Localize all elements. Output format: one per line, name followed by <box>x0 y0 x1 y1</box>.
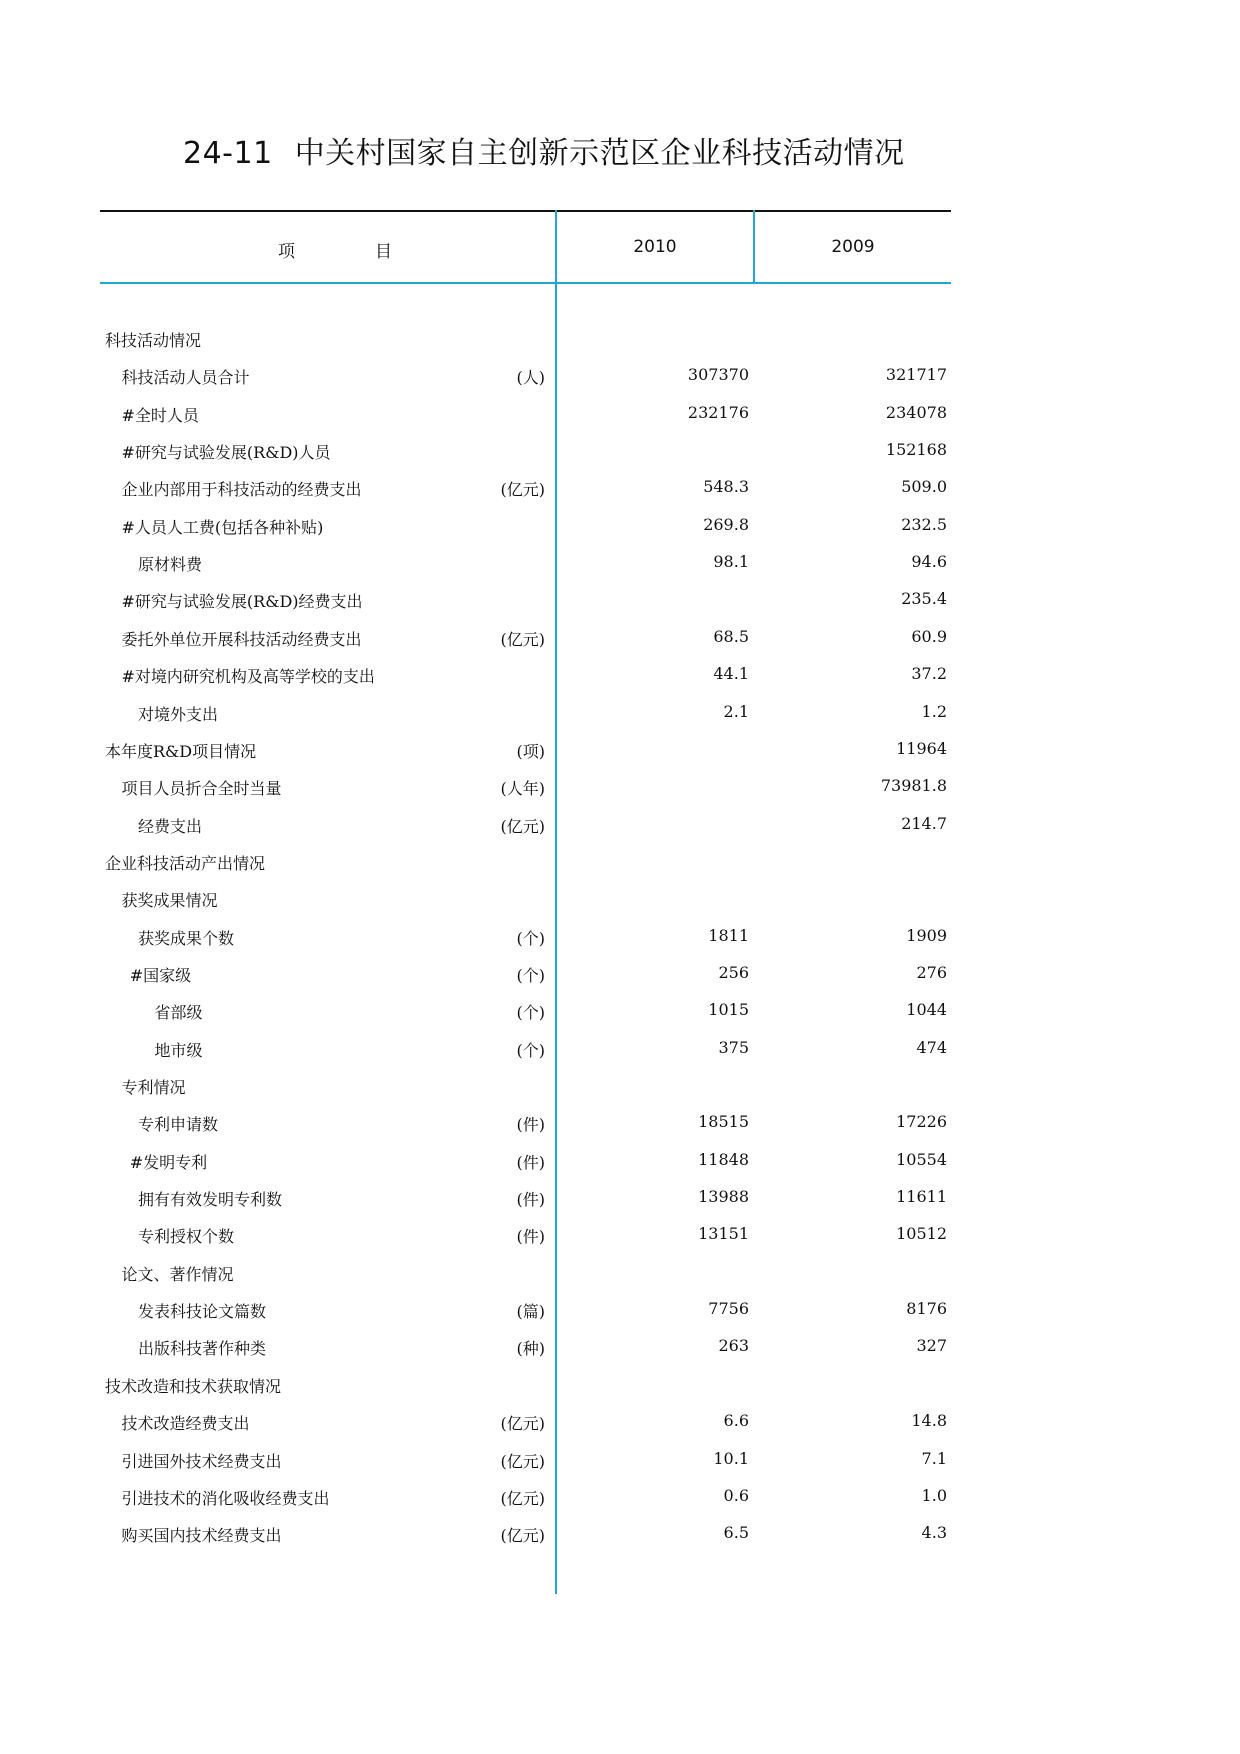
value-2010: 6.5 <box>723 1523 749 1543</box>
row-unit: (亿元) <box>500 816 545 836</box>
value-2009: 4.3 <box>921 1523 947 1543</box>
row-unit: (人) <box>516 368 545 388</box>
table-row <box>0 515 1240 551</box>
row-label: 获奖成果个数 <box>138 928 235 948</box>
table-row <box>0 1262 1240 1298</box>
value-2009: 321717 <box>885 365 947 385</box>
row-label: 企业内部用于科技活动的经费支出 <box>121 480 362 500</box>
row-unit: (件) <box>516 1115 545 1135</box>
row-label: #全时人员 <box>121 405 199 425</box>
row-unit: (件) <box>516 1190 545 1210</box>
table-row <box>0 403 1240 439</box>
row-label: 专利授权个数 <box>138 1227 235 1247</box>
row-label: 专利申请数 <box>138 1115 219 1135</box>
table-row <box>0 1523 1240 1559</box>
row-unit: (篇) <box>516 1302 545 1322</box>
row-label: 本年度R&D项目情况 <box>105 741 257 761</box>
row-label: 项目人员折合全时当量 <box>121 779 282 799</box>
row-label: 拥有有效发明专利数 <box>138 1190 283 1210</box>
row-label: 地市级 <box>154 1040 203 1060</box>
row-label: 委托外单位开展科技活动经费支出 <box>121 629 362 649</box>
table-row <box>0 1150 1240 1186</box>
table-number: 24-11 <box>183 136 273 171</box>
row-label: 原材料费 <box>138 555 203 575</box>
value-2010: 13151 <box>698 1224 749 1244</box>
row-label: 引进国外技术经费支出 <box>121 1451 282 1471</box>
value-2010: 11848 <box>698 1149 749 1169</box>
table-row <box>0 328 1240 364</box>
row-unit: (个) <box>516 928 545 948</box>
row-unit: (件) <box>516 1152 545 1172</box>
header-bottom-rule <box>100 282 951 284</box>
row-label: 论文、著作情况 <box>121 1264 234 1284</box>
value-2009: 7.1 <box>921 1448 947 1468</box>
row-label: #国家级 <box>129 965 192 985</box>
value-2010: 44.1 <box>713 664 749 684</box>
row-label: 专利情况 <box>121 1078 186 1097</box>
row-unit: (项) <box>516 741 545 761</box>
row-label: 购买国内技术经费支出 <box>121 1526 282 1546</box>
table-row <box>0 851 1240 887</box>
row-label: 企业科技活动产出情况 <box>105 853 266 873</box>
value-2009: 17226 <box>896 1112 947 1132</box>
header-item <box>278 237 392 262</box>
value-2009: 94.6 <box>911 552 947 572</box>
value-2009: 8176 <box>906 1299 947 1319</box>
value-2009: 232.5 <box>901 514 947 534</box>
header-item-char1: 项 <box>278 242 295 262</box>
row-label: 获奖成果情况 <box>121 891 218 911</box>
value-2009: 214.7 <box>901 813 947 833</box>
table-title-text: 中关村国家自主创新示范区企业科技活动情况 <box>294 136 905 171</box>
value-2010: 307370 <box>687 365 749 385</box>
row-label: 技术改造经费支出 <box>121 1414 250 1434</box>
row-label: #研究与试验发展(R&D)经费支出 <box>121 592 363 612</box>
value-2010: 548.3 <box>703 477 749 497</box>
value-2010: 6.6 <box>723 1411 749 1431</box>
header-year-2010: 2010 <box>633 237 677 257</box>
row-label: 经费支出 <box>138 816 203 836</box>
value-2009: 73981.8 <box>880 776 947 796</box>
value-2010: 18515 <box>698 1112 749 1132</box>
row-label: 发表科技论文篇数 <box>138 1302 267 1322</box>
row-unit: (种) <box>516 1339 545 1359</box>
row-unit: (个) <box>516 965 545 985</box>
value-2010: 13988 <box>698 1187 749 1207</box>
value-2009: 152168 <box>885 440 947 460</box>
table-top-rule <box>100 210 951 212</box>
row-label: 技术改造和技术获取情况 <box>105 1376 282 1396</box>
table-row <box>0 814 1240 850</box>
value-2009: 1909 <box>906 925 947 945</box>
row-label: #发明专利 <box>129 1152 208 1172</box>
value-2009: 1.0 <box>921 1485 947 1505</box>
table-row <box>0 664 1240 700</box>
row-label: 省部级 <box>154 1003 203 1023</box>
table-row <box>0 1187 1240 1223</box>
value-2010: 375 <box>718 1037 749 1057</box>
value-2010: 263 <box>718 1336 749 1356</box>
row-label: 科技活动人员合计 <box>121 368 250 388</box>
value-2009: 11964 <box>896 738 947 758</box>
row-unit: (件) <box>516 1227 545 1247</box>
table-row <box>0 926 1240 962</box>
row-unit: (亿元) <box>500 629 545 649</box>
page-title <box>183 128 905 172</box>
row-unit: (亿元) <box>500 1526 545 1546</box>
value-2009: 1044 <box>906 1000 947 1020</box>
row-label: 出版科技著作种类 <box>138 1339 267 1359</box>
value-2009: 235.4 <box>901 589 947 609</box>
table-row <box>0 1336 1240 1372</box>
row-label: 对境外支出 <box>138 704 219 724</box>
value-2009: 474 <box>916 1037 947 1057</box>
value-2010: 1015 <box>708 1000 749 1020</box>
value-2010: 232176 <box>687 402 749 422</box>
row-label: #对境内研究机构及高等学校的支出 <box>121 667 375 687</box>
value-2009: 509.0 <box>901 477 947 497</box>
row-label: #研究与试验发展(R&D)人员 <box>121 443 331 463</box>
row-label: #人员人工费(包括各种补贴) <box>121 517 324 537</box>
value-2009: 234078 <box>885 402 947 422</box>
table-row <box>0 702 1240 738</box>
table-row <box>0 1224 1240 1260</box>
row-label: 科技活动情况 <box>105 331 202 350</box>
table-row <box>0 1075 1240 1111</box>
value-2010: 256 <box>718 962 749 982</box>
header-year-2009: 2009 <box>831 237 875 257</box>
row-label: 引进技术的消化吸收经费支出 <box>121 1488 330 1508</box>
row-unit: (亿元) <box>500 1414 545 1434</box>
row-unit: (人年) <box>500 779 545 799</box>
table-row <box>0 888 1240 924</box>
value-2009: 10512 <box>896 1224 947 1244</box>
table-row <box>0 1449 1240 1485</box>
value-2010: 10.1 <box>713 1448 749 1468</box>
value-2009: 14.8 <box>911 1411 947 1431</box>
value-2010: 7756 <box>708 1299 749 1319</box>
table-row <box>0 1486 1240 1522</box>
table-row <box>0 440 1240 476</box>
header-item-char2: 目 <box>375 242 392 262</box>
value-2010: 0.6 <box>723 1485 749 1505</box>
value-2009: 1.2 <box>921 701 947 721</box>
table-row <box>0 1038 1240 1074</box>
value-2010: 2.1 <box>723 701 749 721</box>
value-2010: 68.5 <box>713 626 749 646</box>
row-unit: (个) <box>516 1040 545 1060</box>
row-unit: (亿元) <box>500 1451 545 1471</box>
value-2009: 37.2 <box>911 664 947 684</box>
table-row <box>0 1000 1240 1036</box>
value-2009: 10554 <box>896 1149 947 1169</box>
table-row <box>0 477 1240 513</box>
table-row <box>0 552 1240 588</box>
table-row <box>0 1299 1240 1335</box>
table-row <box>0 1112 1240 1148</box>
value-2010: 269.8 <box>703 514 749 534</box>
value-2009: 327 <box>916 1336 947 1356</box>
value-2009: 276 <box>916 962 947 982</box>
table-row <box>0 627 1240 663</box>
table-row <box>0 1374 1240 1410</box>
value-2010: 98.1 <box>713 552 749 572</box>
table-row <box>0 1411 1240 1447</box>
table-row <box>0 963 1240 999</box>
row-unit: (亿元) <box>500 1488 545 1508</box>
table-row <box>0 365 1240 401</box>
table-row <box>0 776 1240 812</box>
value-2009: 60.9 <box>911 626 947 646</box>
value-2009: 11611 <box>896 1187 947 1207</box>
row-unit: (亿元) <box>500 480 545 500</box>
value-2010: 1811 <box>708 925 749 945</box>
table-row <box>0 739 1240 775</box>
table-row <box>0 589 1240 625</box>
row-unit: (个) <box>516 1003 545 1023</box>
